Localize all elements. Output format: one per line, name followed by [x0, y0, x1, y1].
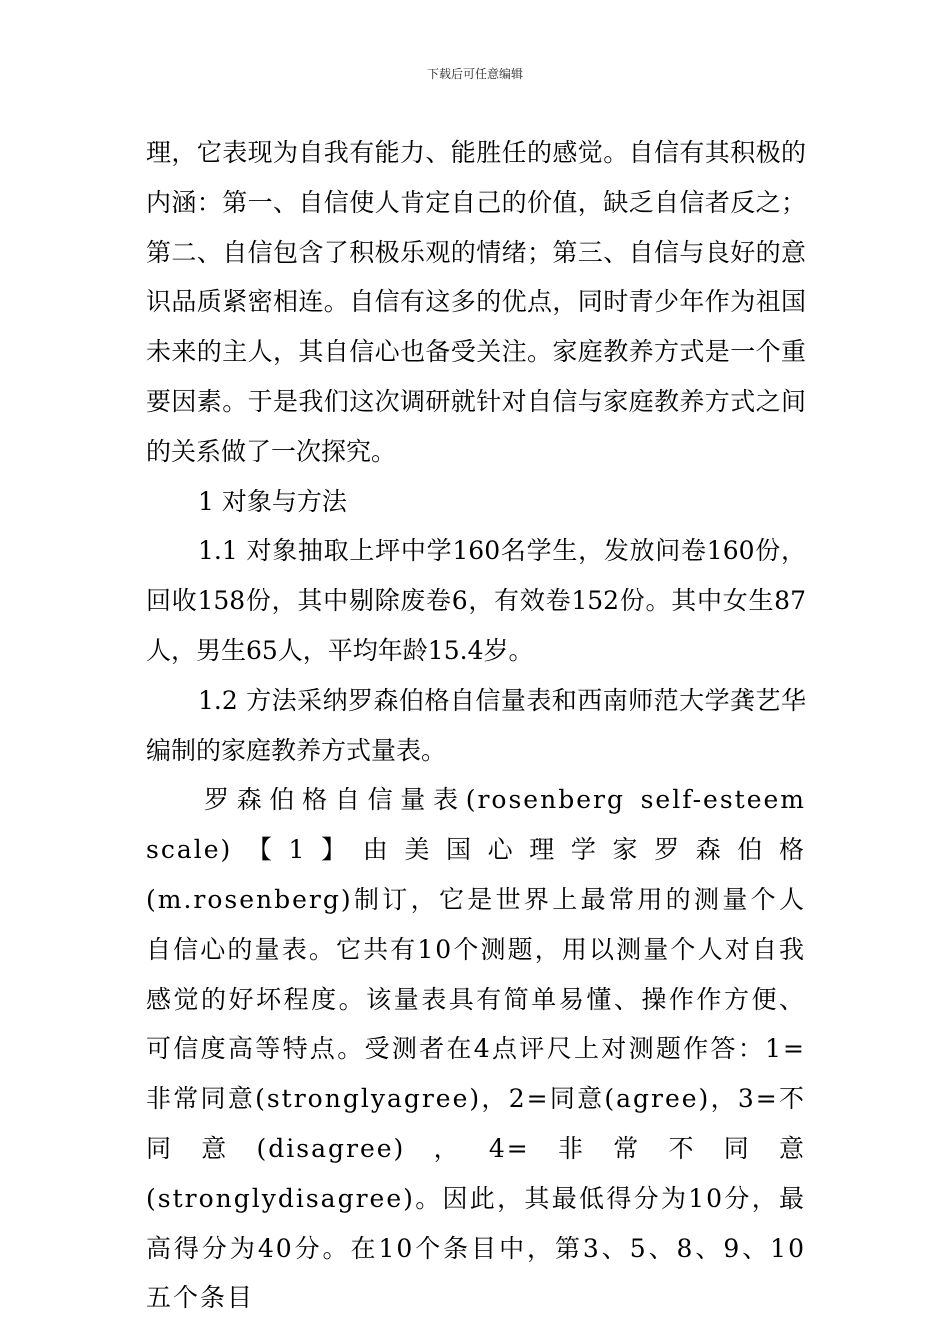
- document-body: [146, 128, 806, 1323]
- paragraph-subjects: 1.1 对象抽取上坪中学160名学生，发放问卷160份，回收158份，其中剔除废卷6，有效卷152份。其中女生87人，男生65人，平均年龄15.4岁。: [146, 536, 806, 665]
- section-heading: 1 对象与方法: [198, 486, 347, 516]
- paragraph-scale-description: 罗森伯格自信量表(rosenberg self-esteem scale)【1】由美国心理学家罗森伯格(m.rosenberg)制订，它是世界上最常用的测量个人自信心的量表。它共有10个测题，用以测量个人对自我感觉的好坏程度。该量表具有简单易懂、操作作方便、可信度高等特点。受测者在4点评尺上对测题作答：1=非常同意(stronglyagree)，2=同意(agree)，3=不同意(disagree)，4=非常不同意(stronglydisagree)。因此，其最低得分为10分，最高得分为40分。在10个条目中，第3、5、8、9、10五个条目: [146, 785, 806, 1313]
- paragraph-methods: 1.2 方法采纳罗森伯格自信量表和西南师范大学龚艺华编制的家庭教养方式量表。: [146, 685, 806, 765]
- page-header: 下载后可任意编辑: [426, 67, 523, 81]
- paragraph-intro: 理，它表现为自我有能力、能胜任的感觉。自信有其积极的内涵：第一、自信使人肯定自己的价值，缺乏自信者反之；第二、自信包含了积极乐观的情绪；第三、自信与良好的意识品质紧密相连。自信有这多的优点，同时青少年作为祖国未来的主人，其自信心也备受关注。家庭教养方式是一个重要因素。于是我们这次调研就针对自信与家庭教养方式之间的关系做了一次探究。: [146, 138, 806, 466]
